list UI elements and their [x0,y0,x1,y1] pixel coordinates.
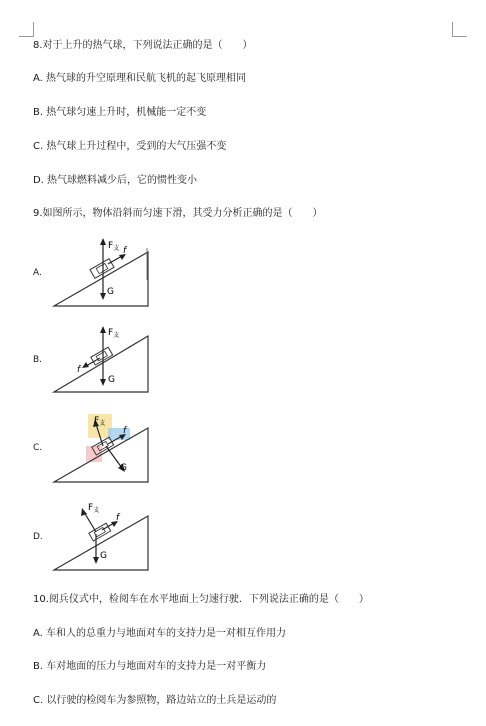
q9-option-b-label[interactable]: B. [33,355,43,365]
block [90,259,114,279]
incline-triangle [54,516,148,570]
gravity-label: G [107,287,114,297]
friction-label: f [77,365,81,375]
block [91,347,113,365]
page-corner-mark-top-left [19,22,34,37]
q8-option-d[interactable]: D. 热气球燃料减少后，它的惯性变小 [33,175,198,186]
support-force-label: $F_支$ [88,503,100,514]
gravity-label: G [120,463,127,473]
incline-triangle [54,252,148,306]
friction-label: f [123,246,127,256]
incline-triangle [54,336,148,392]
friction-label: f [116,513,120,523]
support-force-label: $F_支$ [108,328,120,339]
support-force-arrow [84,512,96,532]
friction-label: f [123,426,127,436]
q10-option-c[interactable]: C. 以行驶的检阅车为参照物，路边站立的土兵是运动的 [33,695,277,706]
q9-option-c-label[interactable]: C. [33,443,43,453]
q8-option-b[interactable]: B. 热气球匀速上升时，机械能一定不变 [33,107,207,118]
q9-stem: 9.如图所示，物体沿斜而匀速下滑，其受力分析正确的是（ ） [33,208,323,219]
q9-option-a-label[interactable]: A. [33,268,42,278]
q9-option-d-diagram[interactable] [50,500,160,572]
page-corner-mark-top-right [452,22,467,37]
gravity-label: G [108,375,115,385]
q8-stem: 8.对于上升的热气球，下列说法正确的是（ ） [33,40,253,51]
q9-option-a-diagram[interactable] [50,236,160,308]
q9-option-b-diagram[interactable] [50,322,160,394]
support-force-label: $F_支$ [108,241,120,252]
q8-option-a[interactable]: A. 热气球的升空原理和民航飞机的起飞原理相同 [33,73,247,84]
q8-option-c[interactable]: C. 热气球上升过程中，受到的大气压强不变 [33,141,227,152]
q10-stem: 10.阅兵仪式中，检阅车在水平地面上匀速行驶．下列说法正确的是（ ） [33,594,369,605]
q10-option-a[interactable]: A. 车和人的总重力与地面对车的支持力是一对相互作用力 [33,628,287,639]
gravity-label: G [100,551,107,561]
q9-option-c-diagram[interactable] [50,410,160,484]
support-force-label: $F_支$ [94,416,106,427]
q9-option-d-label[interactable]: D. [33,532,43,542]
q10-option-b[interactable]: B. 车对地面的压力与地面对车的支持力是一对平衡力 [33,661,267,672]
